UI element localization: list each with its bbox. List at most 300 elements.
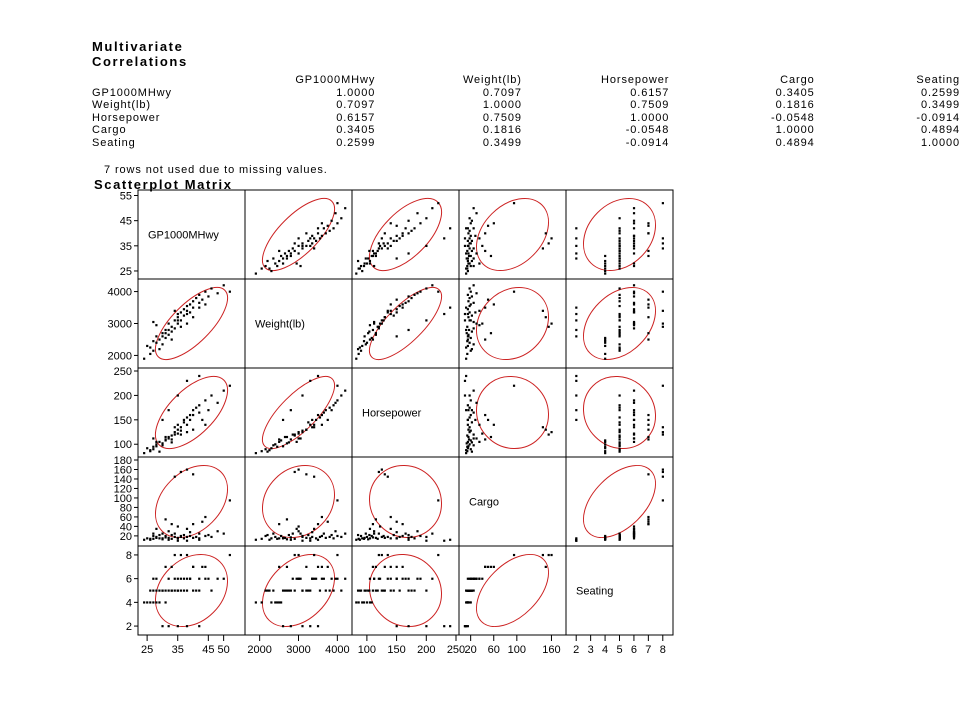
y-axis-tick-label: 55 xyxy=(119,190,132,203)
scatter-point xyxy=(290,539,292,541)
scatter-point xyxy=(280,535,282,537)
scatter-point xyxy=(301,242,303,244)
scatter-point xyxy=(487,225,489,227)
scatter-point xyxy=(542,310,544,312)
scatter-point xyxy=(360,265,362,267)
scatter-point xyxy=(387,578,389,580)
scatter-point xyxy=(186,323,188,325)
scatter-point xyxy=(171,330,173,332)
scatter-point xyxy=(189,578,191,580)
scatter-point xyxy=(378,533,380,535)
correlation-value: 0.3405 xyxy=(775,86,815,99)
scatter-point xyxy=(329,230,331,232)
scatter-point xyxy=(443,313,445,315)
scatter-point xyxy=(171,534,173,536)
scatter-point xyxy=(149,538,151,540)
scatter-point xyxy=(155,537,157,539)
scatter-point xyxy=(161,442,163,444)
scatter-point xyxy=(604,358,606,360)
scatter-point xyxy=(470,430,472,432)
scatter-point xyxy=(207,295,209,297)
scatter-point xyxy=(402,303,404,305)
scatter-point xyxy=(619,343,621,345)
scatter-point xyxy=(174,554,176,556)
scatter-point xyxy=(647,414,649,416)
scatter-point xyxy=(186,528,188,530)
scatter-point xyxy=(384,566,386,568)
scatter-point xyxy=(357,260,359,262)
scatter-point xyxy=(473,257,475,259)
scatter-point xyxy=(198,294,200,296)
scatter-point xyxy=(375,332,377,334)
scatter-point xyxy=(619,305,621,307)
correlation-column-header: Cargo xyxy=(780,74,815,86)
correlation-value: 0.4894 xyxy=(775,136,815,149)
scatter-point xyxy=(575,313,577,315)
scatter-point xyxy=(168,530,170,532)
scatter-point xyxy=(161,533,163,535)
correlation-value: -0.0914 xyxy=(916,111,960,124)
scatter-point xyxy=(633,525,635,527)
scatter-point xyxy=(379,525,381,527)
diagonal-variable-label: Cargo xyxy=(469,496,499,509)
scatter-point xyxy=(340,590,342,592)
scatter-point xyxy=(294,538,296,540)
scatter-point xyxy=(465,252,467,254)
scatter-point xyxy=(171,538,173,540)
scatter-point xyxy=(321,222,323,224)
y-axis-tick-label: 250 xyxy=(113,366,132,378)
scatter-point xyxy=(325,409,327,411)
scatter-point xyxy=(381,237,383,239)
scatter-point xyxy=(465,409,467,411)
scatter-point xyxy=(449,625,451,627)
scatter-point xyxy=(443,237,445,239)
scatter-point xyxy=(470,414,472,416)
correlation-row-label: GP1000MHwy xyxy=(92,86,172,99)
scatter-point xyxy=(619,326,621,328)
scatter-point xyxy=(465,307,467,309)
scatter-point xyxy=(363,340,365,342)
scatter-point xyxy=(425,245,427,247)
scatter-point xyxy=(223,284,225,286)
scatter-point xyxy=(390,528,392,530)
scatter-point xyxy=(633,222,635,224)
scatter-point xyxy=(171,590,173,592)
scatter-point xyxy=(174,536,176,538)
scatter-point xyxy=(372,590,374,592)
scatter-point xyxy=(470,399,472,401)
scatter-point xyxy=(315,240,317,242)
scatter-point xyxy=(378,554,380,556)
scatter-point xyxy=(174,426,176,428)
y-axis-tick-label: 180 xyxy=(113,455,132,467)
diagonal-variable-label: GP1000MHwy xyxy=(148,229,219,242)
scatter-point xyxy=(164,601,166,603)
scatter-point xyxy=(204,578,206,580)
x-axis-tick-label: 8 xyxy=(659,644,666,656)
scatter-point xyxy=(183,578,185,580)
scatter-point xyxy=(366,536,368,538)
x-axis-tick-label: 150 xyxy=(387,644,406,656)
scatter-point xyxy=(146,601,148,603)
scatter-point xyxy=(152,535,154,537)
scatter-point xyxy=(288,590,290,592)
scatter-point xyxy=(168,329,170,331)
correlation-value: 0.6157 xyxy=(336,111,376,124)
scatter-point xyxy=(298,431,300,433)
scatter-point xyxy=(545,316,547,318)
scatter-point xyxy=(647,473,649,475)
scatter-point xyxy=(282,419,284,421)
correlation-ellipse xyxy=(355,451,457,553)
scatter-point xyxy=(152,538,154,540)
scatter-point xyxy=(381,247,383,249)
scatter-point xyxy=(390,303,392,305)
scatter-point xyxy=(155,445,157,447)
scatter-point xyxy=(290,255,292,257)
scatter-point xyxy=(355,358,357,360)
scatter-point xyxy=(152,437,154,439)
scatter-point xyxy=(470,291,472,293)
scatter-point xyxy=(183,537,185,539)
scatter-point xyxy=(619,404,621,406)
scatter-point xyxy=(604,439,606,441)
y-axis-tick-label: 25 xyxy=(119,265,132,278)
scatter-point xyxy=(286,538,288,540)
scatter-point xyxy=(363,265,365,267)
scatter-point xyxy=(155,342,157,344)
x-axis-tick-label: 4000 xyxy=(325,644,350,656)
scatter-point xyxy=(164,590,166,592)
y-axis-tick-label: 2 xyxy=(125,621,132,634)
scatter-point xyxy=(416,292,418,294)
scatter-point xyxy=(466,450,468,452)
scatter-point xyxy=(619,407,621,409)
scatter-point xyxy=(469,287,471,289)
scatter-point xyxy=(467,245,469,247)
scatter-point xyxy=(155,335,157,337)
correlation-row-label: Horsepower xyxy=(92,111,161,124)
scatter-point xyxy=(229,385,231,387)
scatter-point xyxy=(307,240,309,242)
scatter-point xyxy=(469,311,471,313)
scatter-point xyxy=(201,521,203,523)
scatter-point xyxy=(155,443,157,445)
scatter-point xyxy=(210,394,212,396)
scatter-point xyxy=(334,402,336,404)
x-axis-tick-label: 6 xyxy=(630,644,637,656)
scatter-point xyxy=(662,326,664,328)
scatter-point xyxy=(177,429,179,431)
scatter-point xyxy=(198,375,200,377)
scatter-point xyxy=(387,247,389,249)
scatter-point xyxy=(467,419,469,421)
scatter-point xyxy=(177,578,179,580)
scatter-point xyxy=(383,590,385,592)
scatter-point xyxy=(192,414,194,416)
scatter-point xyxy=(177,424,179,426)
correlation-value: 0.7097 xyxy=(336,99,376,112)
scatter-point xyxy=(311,426,313,428)
scatter-point xyxy=(437,291,439,293)
x-axis-tick-label: 50 xyxy=(217,644,230,656)
scatter-point xyxy=(161,335,163,337)
scatter-point xyxy=(355,539,357,541)
scatter-point xyxy=(317,414,319,416)
scatter-point xyxy=(286,566,288,568)
scatter-point xyxy=(177,525,179,527)
scatter-point xyxy=(475,252,477,254)
scatter-point xyxy=(387,554,389,556)
scatter-point xyxy=(396,311,398,313)
scatter-point xyxy=(619,451,621,453)
correlation-column-header: Horsepower xyxy=(601,74,670,86)
x-axis-tick-label: 35 xyxy=(171,644,184,656)
scatter-point xyxy=(467,424,469,426)
scatter-point xyxy=(431,578,433,580)
scatter-point xyxy=(284,436,286,438)
correlation-ellipse xyxy=(462,184,562,284)
scatter-point xyxy=(368,330,370,332)
y-axis-tick-label: 80 xyxy=(119,502,132,515)
scatter-point xyxy=(548,433,550,435)
scatter-point xyxy=(471,240,473,242)
scatter-point xyxy=(152,590,154,592)
scatter-point xyxy=(186,554,188,556)
correlation-value: 0.7509 xyxy=(630,99,670,112)
y-axis-tick-label: 140 xyxy=(113,473,132,486)
scatter-point xyxy=(177,537,179,539)
scatter-point xyxy=(390,222,392,224)
scatter-point xyxy=(470,222,472,224)
scatter-point xyxy=(633,327,635,329)
scatter-point xyxy=(164,518,166,520)
scatter-point xyxy=(210,536,212,538)
scatter-point xyxy=(307,534,309,536)
scatter-point xyxy=(619,434,621,436)
scatter-point xyxy=(307,590,309,592)
scatter-point xyxy=(189,414,191,416)
scatter-point xyxy=(276,538,278,540)
scatter-point xyxy=(168,625,170,627)
scatter-point xyxy=(369,578,371,580)
x-axis-tick-label: 45 xyxy=(202,644,215,656)
scatter-point xyxy=(329,407,331,409)
scatter-point xyxy=(367,257,369,259)
matrix-cell xyxy=(138,368,245,457)
scatter-point xyxy=(372,338,374,340)
y-axis-tick-label: 4000 xyxy=(107,286,132,299)
scatter-point xyxy=(467,294,469,296)
scatter-point xyxy=(633,424,635,426)
scatter-point xyxy=(334,530,336,532)
scatter-point xyxy=(317,523,319,525)
scatter-point xyxy=(604,345,606,347)
scatter-point xyxy=(475,323,477,325)
scatter-point xyxy=(158,601,160,603)
scatter-point xyxy=(180,590,182,592)
scatter-point xyxy=(177,316,179,318)
scatter-point xyxy=(223,533,225,535)
correlation-ellipse xyxy=(463,541,562,640)
scatter-point xyxy=(149,353,151,355)
x-axis-tick-label: 2000 xyxy=(247,644,272,656)
scatter-point xyxy=(168,334,170,336)
scatter-point xyxy=(210,287,212,289)
scatter-point xyxy=(319,590,321,592)
correlation-ellipse xyxy=(144,276,238,370)
scatter-point xyxy=(189,419,191,421)
scatter-point xyxy=(327,521,329,523)
scatter-point xyxy=(469,407,471,409)
scatter-point xyxy=(619,297,621,299)
scatter-point xyxy=(358,267,360,269)
scatter-point xyxy=(387,310,389,312)
scatter-point xyxy=(180,430,182,432)
scatter-point xyxy=(619,330,621,332)
scatter-point xyxy=(465,358,467,360)
scatter-point xyxy=(152,448,154,450)
scatter-point xyxy=(174,578,176,580)
scatter-point xyxy=(633,212,635,214)
scatter-point xyxy=(633,262,635,264)
scatter-point xyxy=(381,323,383,325)
scatter-point xyxy=(467,316,469,318)
scatter-point xyxy=(470,448,472,450)
scatter-point xyxy=(475,292,477,294)
scatter-point xyxy=(311,242,313,244)
scatter-point xyxy=(619,424,621,426)
scatter-point xyxy=(619,267,621,269)
scatter-point xyxy=(478,324,480,326)
scatter-point xyxy=(168,437,170,439)
scatter-point xyxy=(548,242,550,244)
scatter-point xyxy=(270,447,272,449)
scatter-point xyxy=(390,566,392,568)
scatter-point xyxy=(298,525,300,527)
scatter-point xyxy=(513,554,515,556)
scatter-point xyxy=(292,247,294,249)
scatter-point xyxy=(402,523,404,525)
scatter-point xyxy=(633,284,635,286)
scatter-point xyxy=(210,590,212,592)
scatter-point xyxy=(396,537,398,539)
scatter-point xyxy=(164,337,166,339)
scatter-point xyxy=(296,578,298,580)
correlation-value: 0.3499 xyxy=(920,99,960,112)
y-axis-tick-label: 2000 xyxy=(107,350,132,363)
scatter-point xyxy=(470,265,472,267)
matrix-cell xyxy=(459,190,566,279)
scatter-point xyxy=(662,310,664,312)
scatter-point xyxy=(364,537,366,539)
scatter-point xyxy=(550,323,552,325)
scatter-point xyxy=(377,538,379,540)
scatter-point xyxy=(195,536,197,538)
scatter-point xyxy=(364,335,366,337)
scatter-point xyxy=(371,255,373,257)
scatter-point xyxy=(478,424,480,426)
scatter-point xyxy=(487,299,489,301)
scatter-point xyxy=(470,235,472,237)
scatter-point xyxy=(467,338,469,340)
scatter-point xyxy=(383,319,385,321)
scatter-point xyxy=(604,538,606,540)
x-axis-tick-label: 60 xyxy=(487,644,500,656)
x-axis-tick-label: 25 xyxy=(140,644,154,656)
scatter-point xyxy=(186,416,188,418)
correlation-value: 1.0000 xyxy=(920,136,960,149)
scatter-point xyxy=(407,534,409,536)
scatter-point xyxy=(619,252,621,254)
scatter-point xyxy=(647,307,649,309)
scatter-point xyxy=(647,521,649,523)
scatter-point xyxy=(204,566,206,568)
scatter-point xyxy=(493,424,495,426)
scatter-point xyxy=(186,313,188,315)
scatter-point xyxy=(410,590,412,592)
scatter-point xyxy=(286,590,288,592)
scatter-point xyxy=(357,534,359,536)
scatter-point xyxy=(174,327,176,329)
scatter-point xyxy=(481,323,483,325)
scatter-point xyxy=(360,535,362,537)
scatter-point xyxy=(542,426,544,428)
scatter-point xyxy=(294,590,296,592)
scatter-point xyxy=(407,300,409,302)
scatter-point xyxy=(186,310,188,312)
scatter-point xyxy=(334,212,336,214)
scatter-point xyxy=(619,294,621,296)
scatter-point xyxy=(309,590,311,592)
scatter-point xyxy=(180,319,182,321)
scatter-point xyxy=(464,319,466,321)
scatter-point xyxy=(334,578,336,580)
scatter-point xyxy=(321,516,323,518)
scatter-point xyxy=(149,346,151,348)
scatter-point xyxy=(466,326,468,328)
scatter-point xyxy=(647,438,649,440)
scatter-point xyxy=(180,578,182,580)
correlation-value: 0.2599 xyxy=(920,86,960,99)
scatter-point xyxy=(443,540,445,542)
scatter-point xyxy=(264,448,266,450)
scatter-point xyxy=(229,554,231,556)
scatter-point xyxy=(467,240,469,242)
scatter-point xyxy=(470,255,472,257)
scatter-point xyxy=(373,265,375,267)
scatter-point xyxy=(513,385,515,387)
scatter-point xyxy=(336,535,338,537)
scatter-point xyxy=(633,528,635,530)
scatter-point xyxy=(384,232,386,234)
correlation-value: -0.0914 xyxy=(625,136,670,149)
scatter-point xyxy=(298,468,300,470)
scatter-point xyxy=(416,212,418,214)
scatter-point xyxy=(662,468,664,470)
scatter-point xyxy=(192,537,194,539)
scatter-point xyxy=(309,380,311,382)
scatter-point xyxy=(261,450,263,452)
scatter-point xyxy=(331,220,333,222)
scatter-point xyxy=(465,329,467,331)
scatter-point xyxy=(290,409,292,411)
scatter-point xyxy=(375,518,377,520)
scatter-point xyxy=(155,324,157,326)
y-axis-tick-label: 6 xyxy=(125,573,132,586)
scatter-point xyxy=(164,329,166,331)
